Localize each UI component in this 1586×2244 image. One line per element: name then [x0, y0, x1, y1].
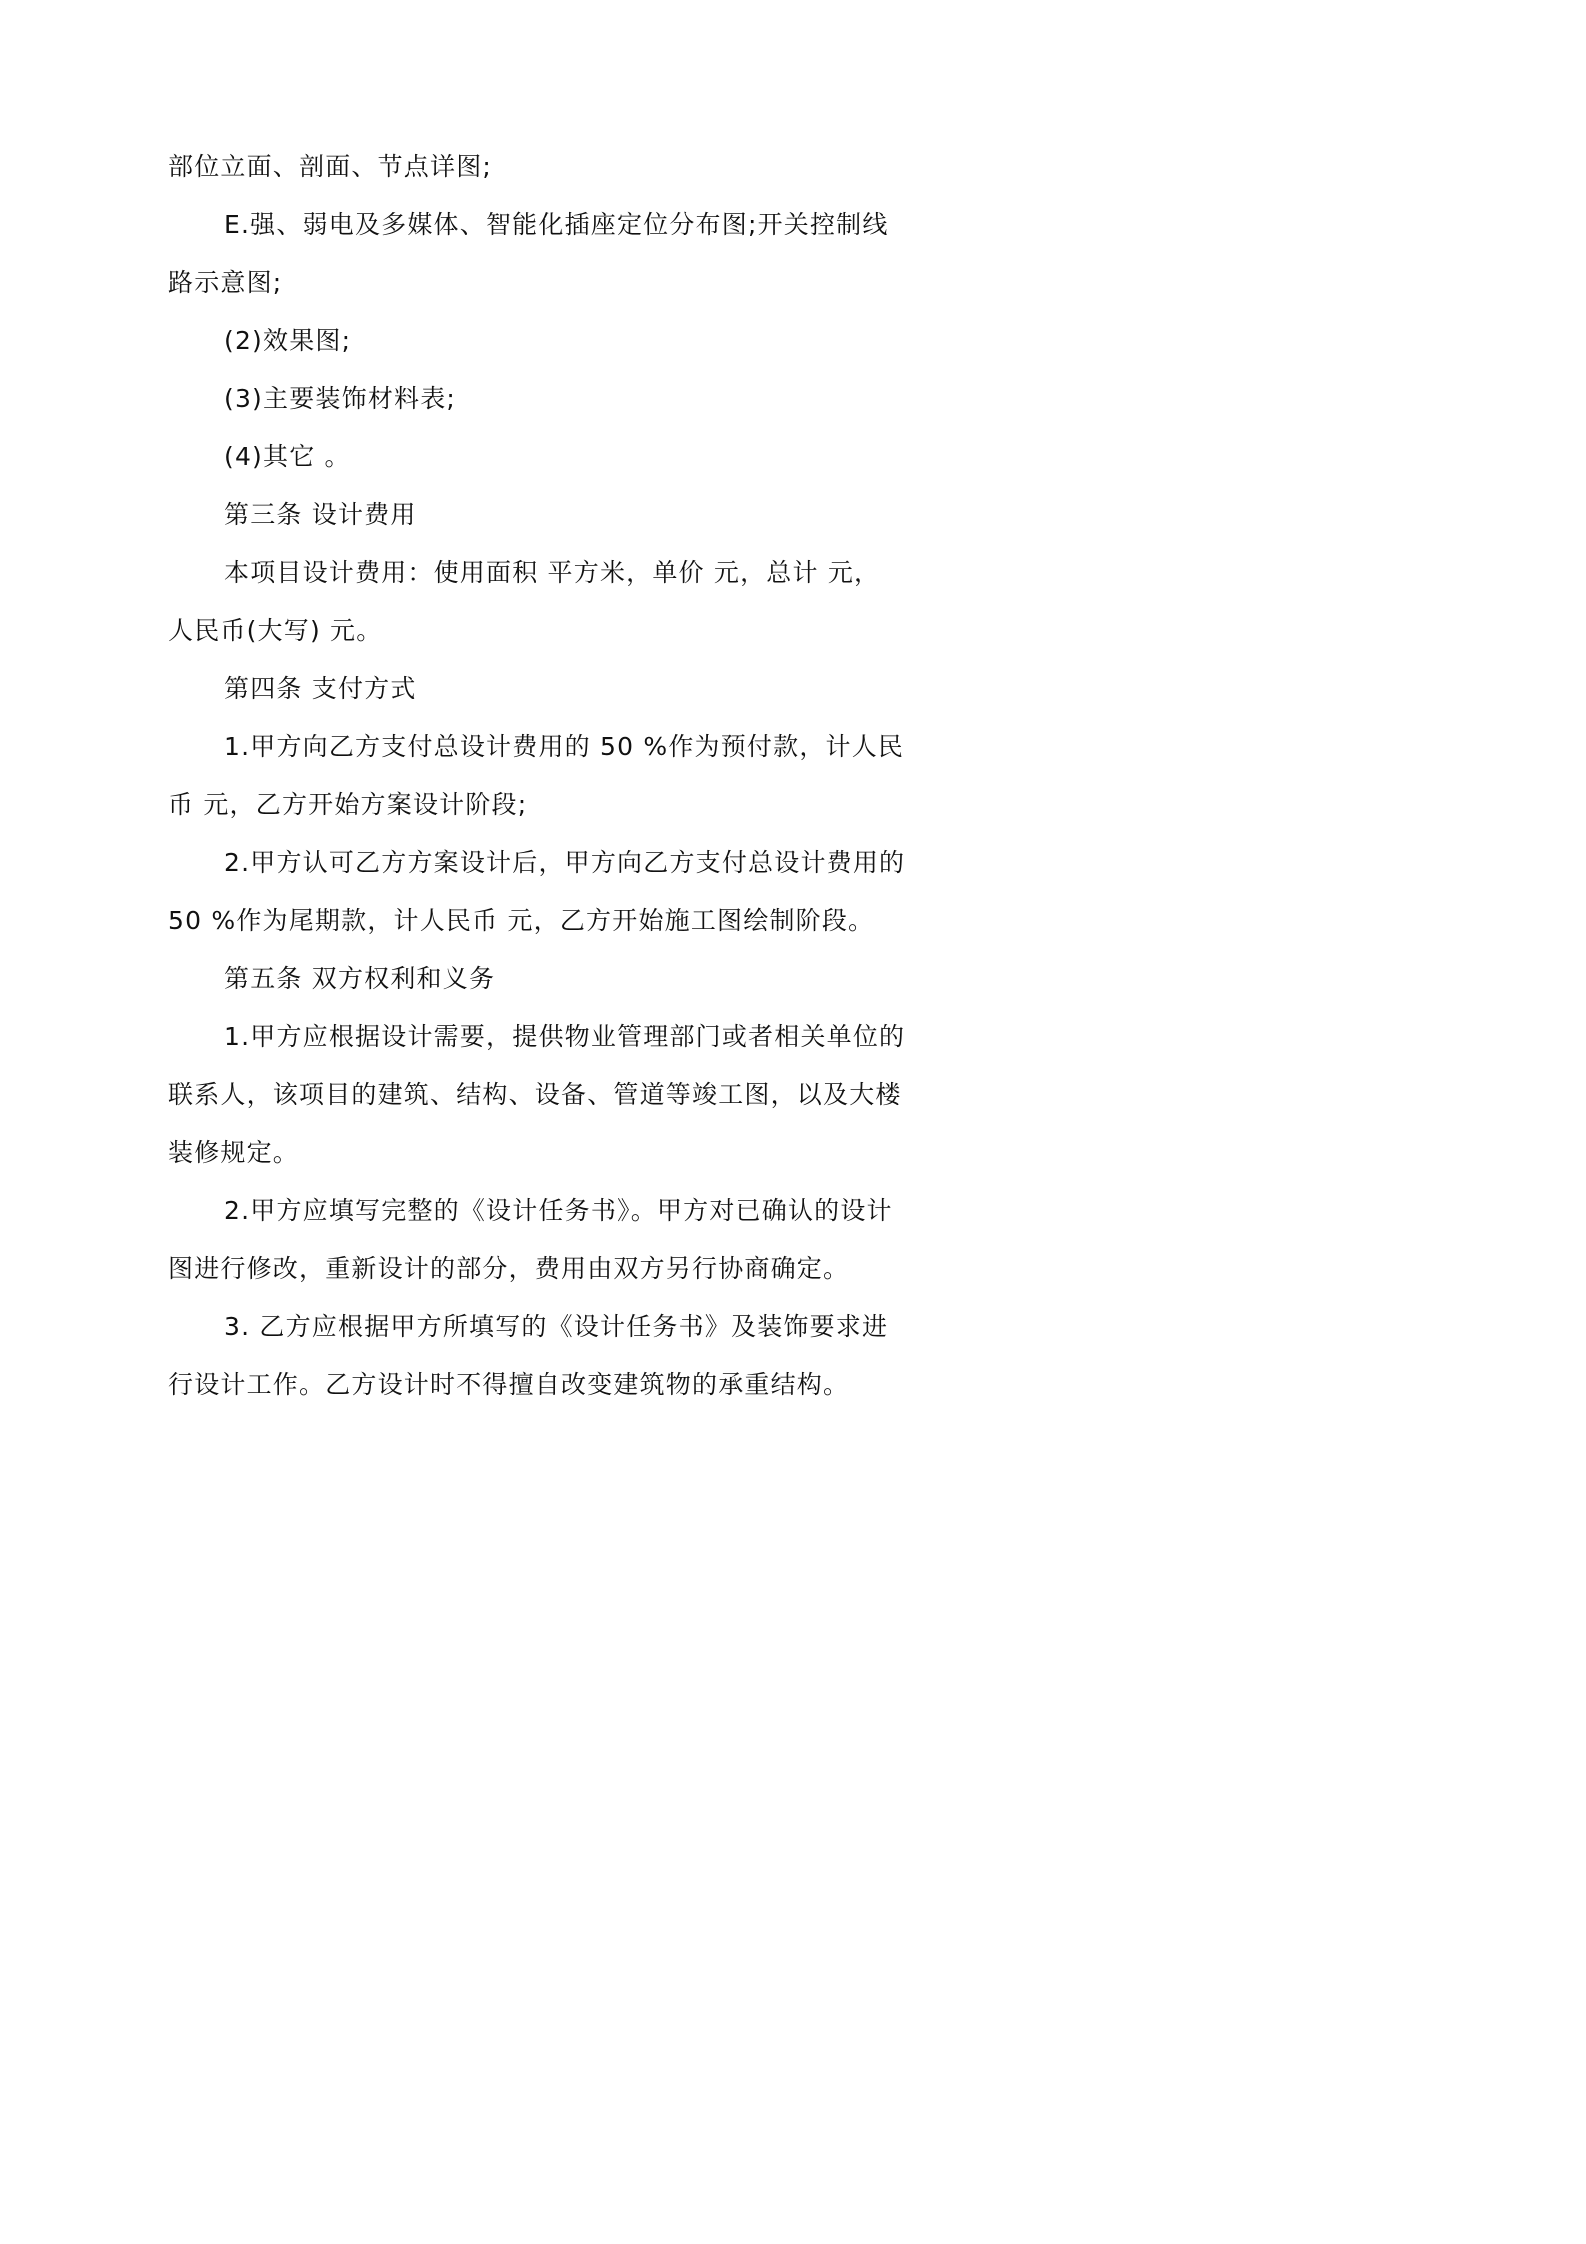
text-line: 图进行修改，重新设计的部分，费用由双方另行协商确定。 — [168, 1254, 850, 1283]
text-line: 本项目设计费用：使用面积 平方米，单价 元，总计 元， — [224, 558, 881, 587]
section-heading: 第五条 双方权利和义务 — [224, 964, 496, 993]
text-line: 行设计工作。乙方设计时不得擅自改变建筑物的承重结构。 — [168, 1370, 850, 1399]
text-line: E.强、弱电及多媒体、智能化插座定位分布图;开关控制线 — [224, 210, 889, 239]
text-line: 装修规定。 — [168, 1138, 300, 1167]
text-line: 50 %作为尾期款，计人民币 元，乙方开始施工图绘制阶段。 — [168, 906, 875, 935]
document-page — [0, 0, 1100, 1556]
text-line: 联系人，该项目的建筑、结构、设备、管道等竣工图，以及大楼 — [168, 1080, 902, 1109]
text-line: 人民币(大写) 元。 — [168, 616, 383, 645]
text-line: 2.甲方认可乙方方案设计后，甲方向乙方支付总设计费用的 — [224, 848, 906, 877]
text-line: 3. 乙方应根据甲方所填写的《设计任务书》及装饰要求进 — [224, 1312, 889, 1341]
section-heading: 第四条 支付方式 — [224, 674, 417, 703]
text-line: 部位立面、剖面、节点详图; — [168, 152, 493, 181]
text-line: 1.甲方向乙方支付总设计费用的 50 %作为预付款，计人民 — [224, 732, 905, 761]
list-item: (3)主要装饰材料表; — [224, 384, 457, 413]
document-body — [168, 138, 940, 1414]
list-item: (2)效果图; — [224, 326, 352, 355]
text-line: 2.甲方应填写完整的《设计任务书》。甲方对已确认的设计 — [224, 1196, 893, 1225]
text-line: 1.甲方应根据设计需要，提供物业管理部门或者相关单位的 — [224, 1022, 906, 1051]
section-heading: 第三条 设计费用 — [224, 500, 417, 529]
list-item: (4)其它 。 — [224, 442, 351, 471]
text-line: 币 元，乙方开始方案设计阶段; — [168, 790, 528, 819]
text-line: 路示意图; — [168, 268, 283, 297]
